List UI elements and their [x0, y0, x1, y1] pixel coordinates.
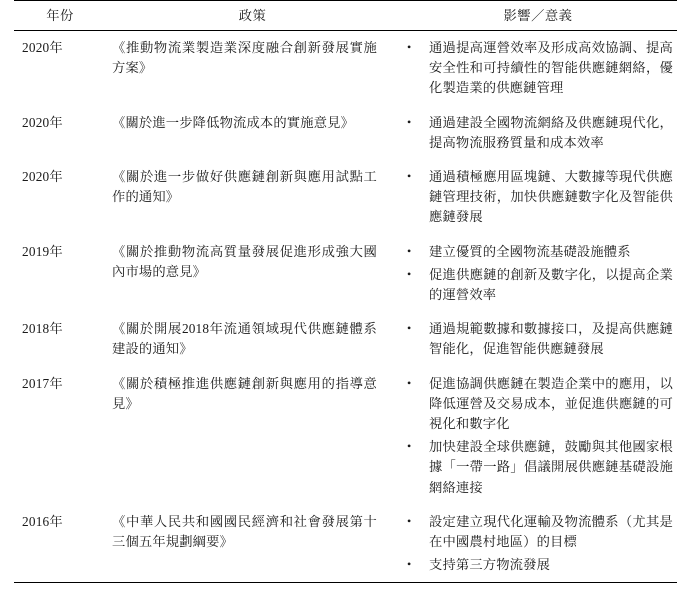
cell-impact — [399, 106, 677, 160]
table-row — [14, 235, 677, 313]
column-header-impact: 影響／意義 — [399, 1, 677, 31]
impact-text: 設定建立現代化運輸及物流體系（尤其是在中國農村地區）的目標 — [429, 513, 673, 550]
cell-year: 2016年 — [22, 513, 63, 529]
column-header-year: 年份 — [14, 1, 106, 31]
cell-policy: 《中華人民共和國國民經濟和社會發展第十三個五年規劃綱要》 — [112, 513, 377, 550]
cell-impact — [399, 312, 677, 366]
table-body — [14, 31, 677, 583]
impact-text: 通過積極應用區塊鏈、大數據等現代供應鏈管理技術，加快供應鏈數字化及智能供應鏈發展 — [429, 169, 673, 225]
list-item — [399, 555, 673, 575]
impact-list — [399, 113, 673, 153]
list-item — [399, 38, 673, 99]
table-row — [14, 160, 677, 235]
table-bottom-rule — [14, 582, 677, 583]
table-header — [14, 1, 677, 31]
bullet-icon: • — [407, 114, 412, 129]
impact-text: 加快建設全球供應鏈，鼓勵與其他國家根據「一帶一路」倡議開展供應鏈基礎設施網絡連接 — [429, 439, 673, 495]
cell-year: 2018年 — [22, 321, 63, 337]
table-row — [14, 505, 677, 583]
impact-text: 促進協調供應鏈在製造企業中的應用，以降低運營及交易成本，並促進供應鏈的可視化和數字化 — [429, 375, 673, 432]
table-header-row — [14, 1, 677, 31]
list-item — [399, 319, 673, 359]
cell-impact — [399, 235, 677, 313]
cell-policy: 《推動物流業製造業深度融合創新發展實施方案》 — [112, 40, 377, 76]
column-header-policy: 政策 — [106, 1, 399, 31]
cell-policy: 《關於積極推進供應鏈創新與應用的指導意見》 — [112, 375, 377, 411]
impact-text: 通過提高運營效率及形成高效協調、提高安全性和可持續性的智能供應鏈網絡，優化製造業的供應鏈管理 — [429, 40, 673, 96]
impact-list — [399, 319, 673, 359]
impact-list — [399, 167, 673, 228]
bullet-icon: • — [407, 439, 412, 454]
cell-year: 2020年 — [22, 40, 63, 55]
list-item — [399, 512, 673, 552]
list-item — [399, 374, 673, 435]
impact-text: 通過建設全國物流網絡及供應鏈現代化，提高物流服務質量和成本效率 — [429, 114, 673, 150]
bullet-icon: • — [407, 513, 412, 528]
cell-impact — [399, 505, 677, 583]
cell-impact — [399, 160, 677, 235]
cell-policy: 《關於開展2018年流通領域現代供應鏈體系建設的通知》 — [112, 321, 377, 357]
bullet-icon: • — [407, 243, 412, 258]
impact-text: 建立優質的全國物流基礎設施體系 — [429, 243, 631, 259]
bullet-icon: • — [407, 557, 412, 572]
bullet-icon: • — [407, 169, 412, 184]
bullet-icon: • — [407, 321, 412, 336]
cell-year: 2019年 — [22, 243, 63, 259]
bullet-icon: • — [407, 266, 412, 281]
list-item — [399, 265, 673, 305]
cell-policy: 《關於進一步降低物流成本的實施意見》 — [112, 114, 355, 130]
cell-policy: 《關於進一步做好供應鏈創新與應用試點工作的通知》 — [112, 169, 377, 205]
impact-list — [399, 512, 673, 576]
table-row — [14, 367, 677, 505]
bullet-icon: • — [407, 40, 412, 54]
policy-table — [14, 0, 677, 582]
bullet-icon: • — [407, 375, 412, 390]
table-row — [14, 31, 677, 106]
cell-impact — [399, 367, 677, 505]
list-item — [399, 167, 673, 228]
impact-text: 促進供應鏈的創新及數字化，以提高企業的運營效率 — [429, 266, 673, 303]
impact-list — [399, 242, 673, 306]
cell-impact — [399, 31, 677, 106]
cell-year: 2020年 — [22, 114, 63, 130]
impact-list — [399, 38, 673, 99]
list-item — [399, 437, 673, 498]
cell-year: 2017年 — [22, 375, 63, 391]
impact-text: 支持第三方物流發展 — [429, 557, 551, 573]
table-row — [14, 106, 677, 160]
list-item — [399, 113, 673, 153]
table-row — [14, 312, 677, 366]
cell-year: 2020年 — [22, 169, 63, 185]
impact-list — [399, 374, 673, 498]
list-item — [399, 242, 673, 262]
impact-text: 通過規範數據和數據接口，及提高供應鏈智能化，促進智能供應鏈發展 — [429, 321, 673, 357]
cell-policy: 《關於推動物流高質量發展促進形成強大國內市場的意見》 — [112, 243, 377, 279]
